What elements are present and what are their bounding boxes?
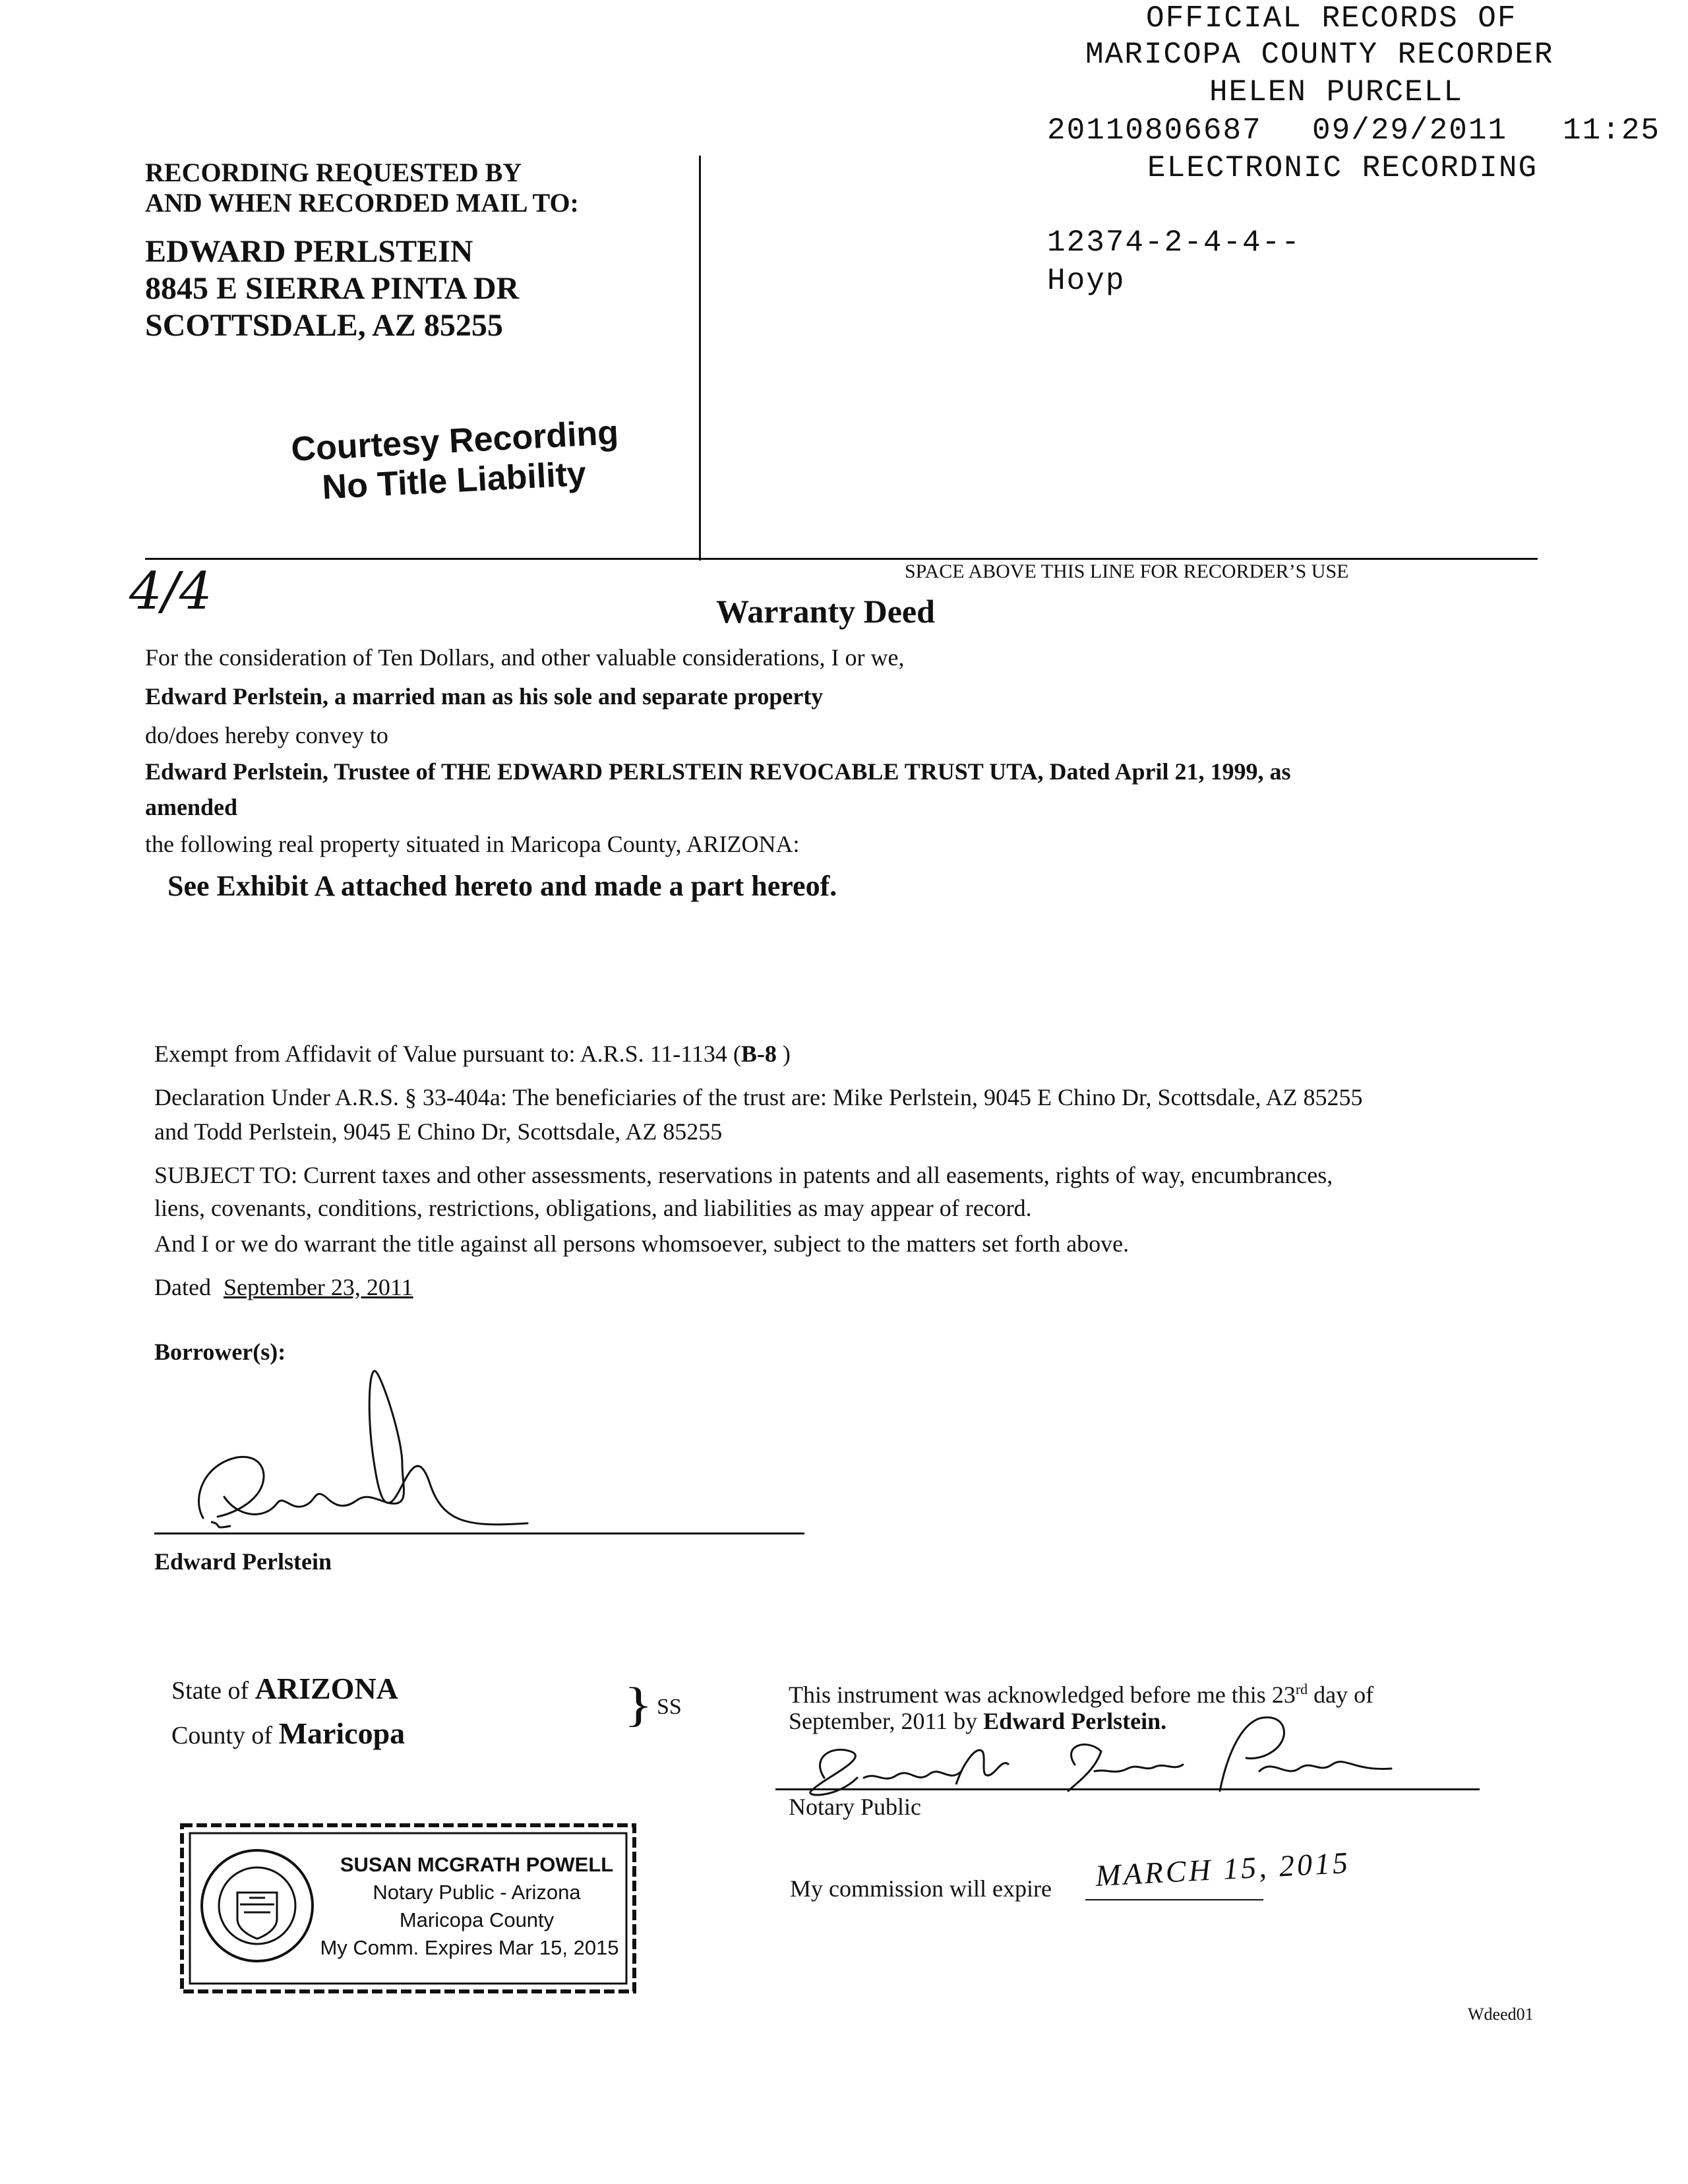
venue-state-prefix: State of — [171, 1677, 249, 1705]
venue-state-value: ARIZONA — [255, 1672, 398, 1705]
recorder-line-1: OFFICIAL RECORDS OF — [1146, 1, 1517, 36]
ack-signer-name: Edward Perlstein. — [983, 1708, 1167, 1734]
notary-signature-line — [775, 1788, 1480, 1790]
warrant-text: And I or we do warrant the title against all persons whomsoever, subject to the matters set forth above. — [154, 1230, 1130, 1257]
exempt-affidavit — [154, 1039, 791, 1068]
courtesy-recording-stamp — [290, 412, 637, 509]
venue-county-prefix: County of — [171, 1722, 273, 1749]
exempt-code: B-8 — [740, 1041, 777, 1067]
notary-seal-name: SUSAN MCGRATH POWELL — [340, 1853, 614, 1876]
venue-ss: SS — [657, 1695, 682, 1719]
mail-to-heading: AND WHEN RECORDED MAIL TO: — [145, 188, 579, 218]
notary-seal-county: Maricopa County — [399, 1908, 555, 1931]
exhibit-reference: See Exhibit A attached hereto and made a part hereof. — [167, 870, 837, 902]
deed-title: Warranty Deed — [716, 593, 935, 630]
recorder-name: HELEN PURCELL — [1209, 75, 1463, 109]
courtesy-stamp-line-2: No Title Liability — [321, 454, 588, 507]
acknowledgment-line-1 — [789, 1675, 1373, 1709]
notary-public-label: Notary Public — [789, 1794, 921, 1820]
handwritten-page-mark: 4/4 — [129, 562, 212, 621]
borrowers-label: Borrower(s): — [154, 1339, 286, 1365]
exempt-suffix: ) — [782, 1041, 791, 1067]
recorder-line-2: MARICOPA COUNTY RECORDER — [1085, 38, 1554, 72]
notary-seal-expires: My Comm. Expires Mar 15, 2015 — [320, 1936, 619, 1959]
state-seal-icon — [198, 1846, 316, 1965]
recording-initials: Hoyp — [1047, 264, 1126, 298]
return-name: EDWARD PERLSTEIN — [145, 234, 473, 269]
header-vertical-divider — [699, 156, 701, 561]
venue-county — [171, 1716, 405, 1751]
commission-expire-value: MARCH 15, 2015 — [1095, 1845, 1352, 1893]
recording-code: 12374-2-4-4-- — [1047, 226, 1301, 260]
venue-brace: } — [624, 1677, 653, 1731]
recording-time: 11:25 — [1563, 113, 1661, 148]
return-city: SCOTTSDALE, AZ 85255 — [145, 308, 503, 343]
subject-to-line-2: liens, covenants, conditions, restrictions, obligations, and liabilities as may appear of record. — [154, 1195, 1032, 1221]
commission-date-line — [1085, 1899, 1263, 1900]
grantor-text: Edward Perlstein, a married man as his sole and separate property — [145, 683, 824, 710]
notary-seal-stamp — [178, 1820, 638, 1997]
signer-name: Edward Perlstein — [154, 1548, 332, 1575]
form-id: Wdeed01 — [1468, 2005, 1534, 2024]
convey-text: do/does hereby convey to — [145, 722, 388, 748]
ack-line2-text: September, 2011 by — [789, 1708, 984, 1734]
commission-expire-label: My commission will expire — [790, 1875, 1052, 1902]
exempt-prefix: Exempt from Affidavit of Value pursuant to: A.R.S. 11-1134 ( — [154, 1041, 741, 1067]
dated-line — [154, 1273, 413, 1302]
consideration-text: For the consideration of Ten Dollars, and other valuable considerations, I or we, — [145, 644, 905, 671]
property-text: the following real property situated in Maricopa County, ARIZONA: — [145, 831, 800, 857]
declaration-line-2: and Todd Perlstein, 9045 E Chino Dr, Scottsdale, AZ 85255 — [154, 1118, 723, 1145]
recording-date: 09/29/2011 — [1312, 113, 1508, 148]
recorder-use-line — [145, 558, 1538, 560]
recording-type: ELECTRONIC RECORDING — [1147, 151, 1538, 185]
recorder-use-label: SPACE ABOVE THIS LINE FOR RECORDER’S USE — [905, 561, 1349, 582]
dated-value: September 23, 2011 — [223, 1274, 413, 1300]
return-street: 8845 E SIERRA PINTA DR — [145, 271, 520, 306]
recording-requested-heading: RECORDING REQUESTED BY — [145, 158, 522, 187]
grantor-signature — [185, 1365, 554, 1550]
dated-label: Dated — [154, 1274, 211, 1300]
ack-ordinal-suffix: rd — [1295, 1681, 1308, 1697]
venue-state — [171, 1671, 398, 1706]
signature-line — [154, 1532, 804, 1534]
notary-seal-title: Notary Public - Arizona — [373, 1881, 581, 1904]
grantee-line-1: Edward Perlstein, Trustee of THE EDWARD PERLSTEIN REVOCABLE TRUST UTA, Dated April 21, 1999, as — [145, 758, 1291, 785]
subject-to-line-1: SUBJECT TO: Current taxes and other assessments, reservations in patents and all easements, rights of way, encumbrances, — [154, 1162, 1333, 1188]
ack-line1-text: This instrument was acknowledged before me this 23 — [789, 1682, 1296, 1708]
recording-number: 20110806687 — [1047, 113, 1262, 148]
courtesy-stamp-line-1: Courtesy Recording — [290, 413, 620, 469]
declaration-line-1: Declaration Under A.R.S. § 33-404a: The beneficiaries of the trust are: Mike Perlstein, 9045 E Chino Dr, Scottsdale, AZ 85255 — [154, 1084, 1363, 1110]
venue-county-value: Maricopa — [278, 1716, 406, 1750]
ack-line1-end: day of — [1308, 1682, 1374, 1708]
grantee-line-2: amended — [145, 794, 238, 820]
